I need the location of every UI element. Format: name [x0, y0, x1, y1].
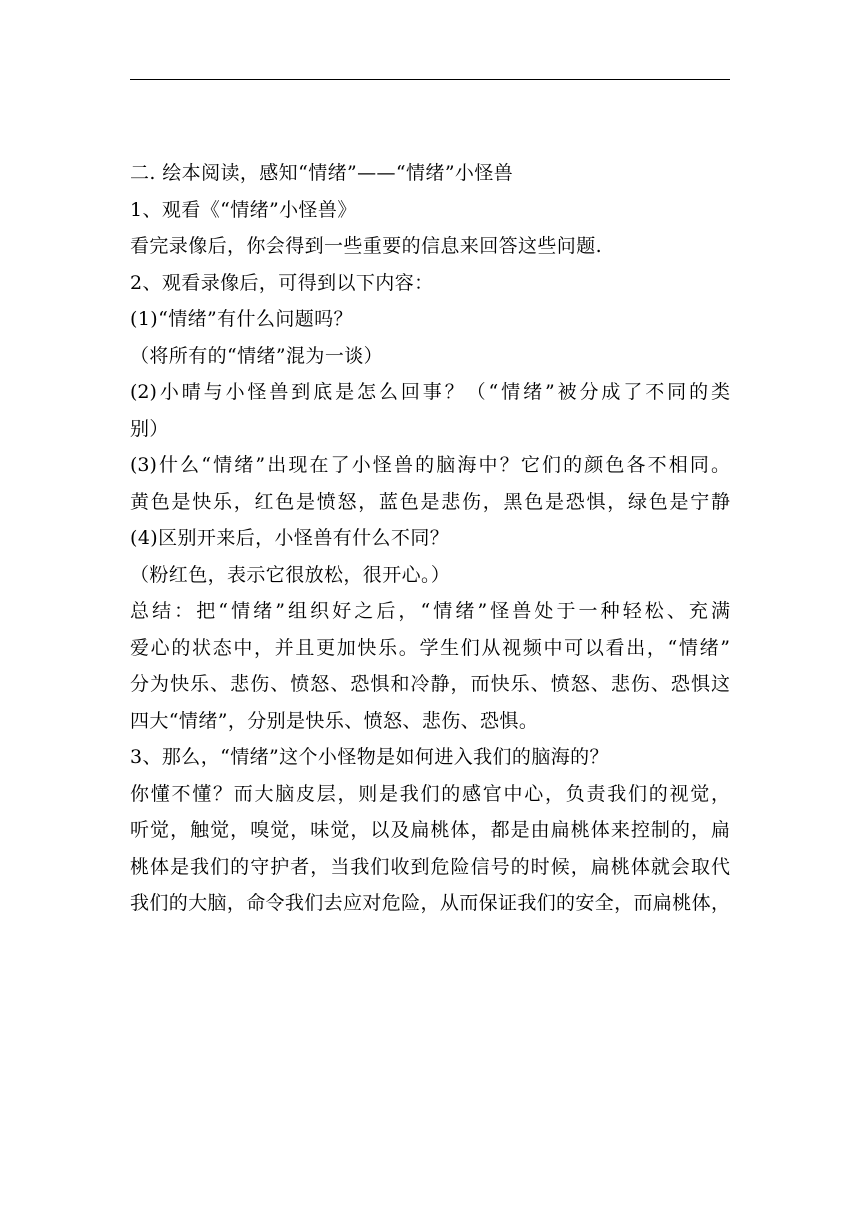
paragraph-line: 分为快乐、悲伤、愤怒、恐惧和冷静，而快乐、愤怒、悲伤、恐惧这: [130, 673, 730, 695]
paragraph-line: 1、观看《“情绪”小怪兽》: [130, 198, 357, 221]
paragraph-line: 黄色是快乐，红色是愤怒，蓝色是悲伤，黑色是恐惧，绿色是宁静: [130, 490, 730, 513]
paragraph-line: 四大“情绪”，分别是快乐、愤怒、悲伤、恐惧。: [130, 709, 539, 732]
paragraph-line: 总结：把“情绪”组织好之后，“情绪”怪兽处于一种轻松、充满: [130, 600, 730, 622]
header-rule: [130, 79, 730, 80]
section-heading: 二. 绘本阅读，感知“情绪”——“情绪”小怪兽: [130, 162, 514, 184]
paragraph-line: 爱心的状态中，并且更加快乐。学生们从视频中可以看出，“情绪”: [130, 636, 730, 659]
paragraph-line: (1)“情绪”有什么问题吗？: [130, 308, 353, 330]
paragraph-line: 3、那么，“情绪”这个小怪物是如何进入我们的脑海的？: [130, 746, 609, 768]
paragraph-line: 你懂不懂？而大脑皮层，则是我们的感官中心，负责我们的视觉，: [130, 782, 730, 805]
paragraph-line: 2、观看录像后，可得到以下内容：: [130, 271, 434, 294]
paragraph-line: 看完录像后，你会得到一些重要的信息来回答这些问题.: [130, 235, 603, 257]
paragraph-line: 别）: [130, 417, 169, 440]
document-body: [130, 155, 730, 922]
paragraph-line: (3)什么“情绪”出现在了小怪兽的脑海中？它们的颜色各不相同。: [130, 454, 730, 476]
paragraph-line: (2)小晴与小怪兽到底是怎么回事？（“情绪”被分成了不同的类: [130, 381, 730, 403]
paragraph-line: (4)区别开来后，小怪兽有什么不同？: [130, 527, 450, 549]
paragraph-line: （将所有的“情绪”混为一谈）: [130, 344, 384, 367]
paragraph-line: （粉红色，表示它很放松，很开心。）: [130, 563, 451, 586]
paragraph-line: 我们的大脑，命令我们去应对危险，从而保证我们的安全，而扁桃体，: [130, 892, 730, 914]
paragraph-line: 听觉，触觉，嗅觉，味觉，以及扁桃体，都是由扁桃体来控制的，扁: [130, 819, 730, 841]
paragraph-line: 桃体是我们的守护者，当我们收到危险信号的时候，扁桃体就会取代: [130, 855, 730, 878]
